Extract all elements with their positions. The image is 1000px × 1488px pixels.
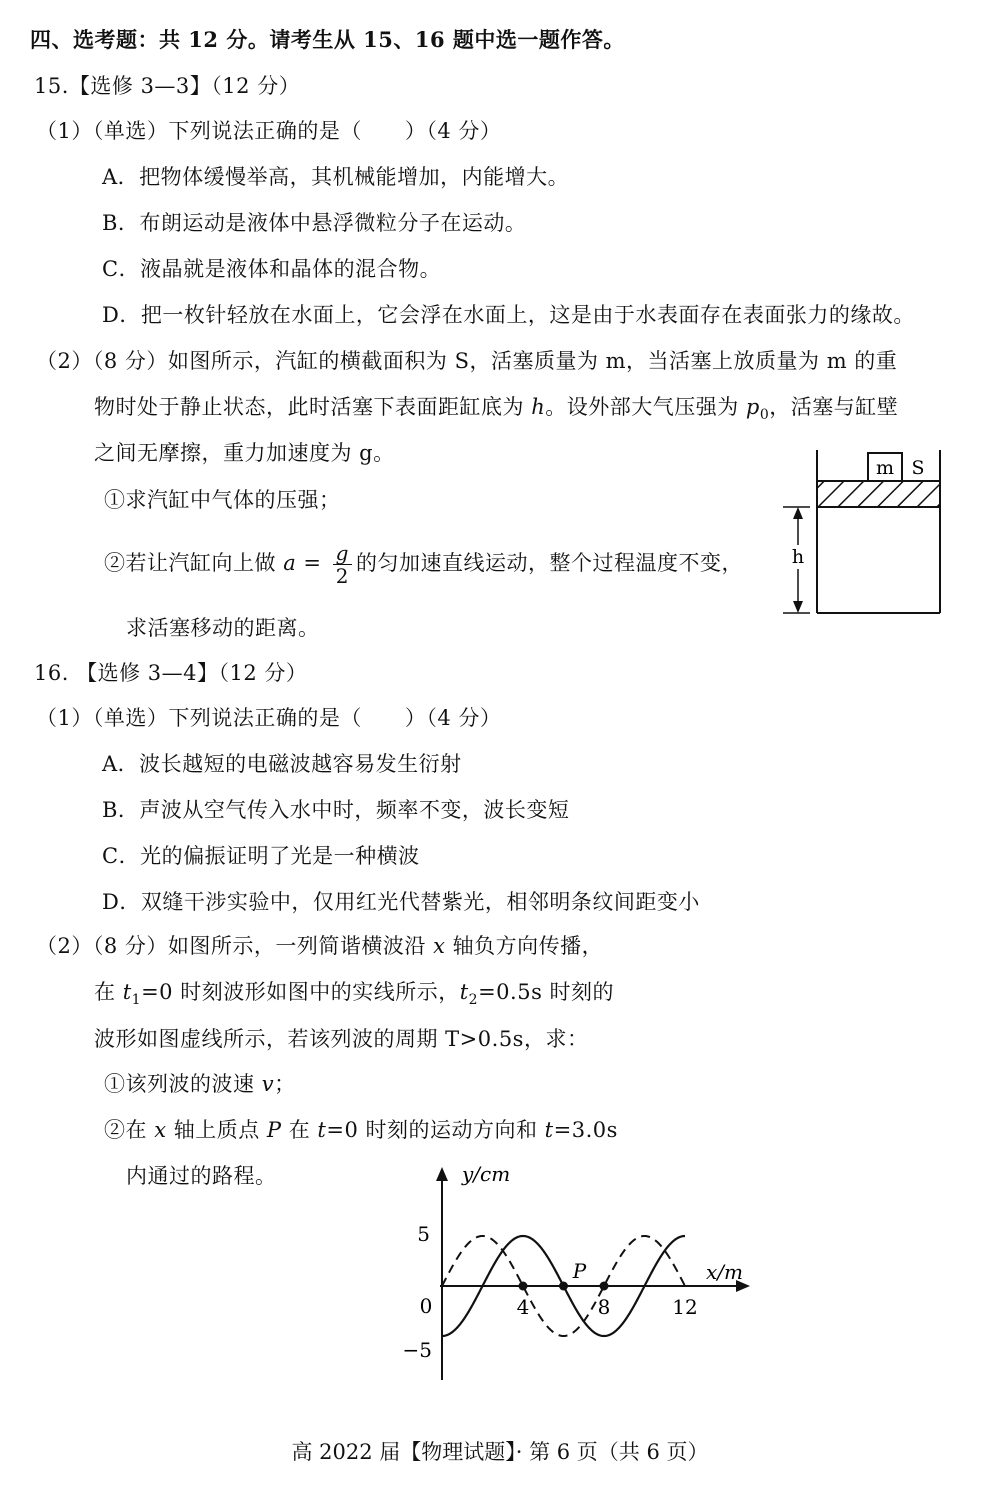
height-label: h [791,546,805,568]
q16-option-b: B．声波从空气传入水中时，频率不变，波长变短 [102,798,570,822]
q15-sub1: ①求汽缸中气体的压强； [104,488,341,512]
x-tick-8: 8 [597,1295,611,1319]
point-8 [600,1282,609,1291]
q16-sub2: ②在 x 轴上质点 P 在 t=0 时刻的运动方向和 t=3.0s [104,1118,618,1142]
q15-option-d: D．把一枚针轻放在水面上，它会浮在水面上，这是由于水表面存在表面张力的缘故。 [102,303,915,327]
x-axis-label: x/m [706,1260,743,1284]
q15-part2-line2: 物时处于静止状态，此时活塞下表面距缸底为 h。设外部大气压强为 $p_0$，活塞与缸壁 [94,395,899,424]
q16-title: 16. 【选修 3—4】（12 分） [34,661,308,685]
y-axis-label: y/cm [462,1162,511,1186]
q16-option-c: C．光的偏振证明了光是一种横波 [102,844,420,868]
piston [817,481,940,507]
q15-option-a: A．把物体缓慢举高，其机械能增加，内能增大。 [102,165,570,189]
x-tick-12: 12 [672,1295,698,1319]
page-footer: 高 2022 届【物理试题】· 第 6 页（共 6 页） [291,1440,709,1464]
y-tick-neg5: −5 [402,1338,432,1362]
y-axis-arrow [436,1167,448,1181]
q16-sub1: ①该列波的波速 v； [104,1072,296,1096]
x-tick-4: 4 [516,1295,530,1319]
origin-label: 0 [419,1294,433,1318]
q16-option-a: A．波长越短的电磁波越容易发生衍射 [102,752,462,776]
q15-part1-stem: （1）（单选）下列说法正确的是（ ）（4 分） [36,119,502,143]
y-tick-5: 5 [417,1222,430,1246]
q15-sub2-line2: 求活塞移动的距离。 [126,616,320,640]
q15-option-b: B．布朗运动是液体中悬浮微粒分子在运动。 [102,211,527,235]
point-4 [519,1282,528,1291]
fraction-g-over-2: $\frac{g}{2}$ [333,542,352,587]
q15-part2-line3: 之间无摩擦，重力加速度为 g。 [94,441,395,465]
q16-part1-stem: （1）（单选）下列说法正确的是（ ）（4 分） [36,706,502,730]
point-p [559,1282,568,1291]
wave-graph [400,1155,770,1390]
q15-option-c: C．液晶就是液体和晶体的混合物。 [102,257,442,281]
weight-label: m [875,457,895,479]
q16-part2-line2: 在 $t_1=0$ 时刻波形如图中的实线所示，$t_2=0.5s$ 时刻的 [94,980,615,1009]
q16-part2-line3: 波形如图虚线所示，若该列波的周期 T>0.5s，求： [94,1027,589,1051]
q16-sub2-line2: 内通过的路程。 [126,1164,277,1188]
area-label: S [911,457,925,479]
section-heading: 四、选考题：共 12 分。请考生从 15、16 题中选一题作答。 [30,27,625,52]
q16-part2-line1: （2）（8 分）如图所示，一列简谐横波沿 x 轴负方向传播， [36,934,604,958]
q15-sub2: ②若让汽缸向上做 a = $\frac{g}{2}$ 的匀加速直线运动，整个过程温度不变， [104,541,743,588]
point-p-label: P [572,1259,587,1283]
q16-option-d: D．双缝干涉实验中，仅用红光代替紫光，相邻明条纹间距变小 [102,890,700,914]
q15-title: 15.【选修 3—3】（12 分） [34,74,301,98]
q15-part2-line1: （2）（8 分）如图所示，汽缸的横截面积为 S，活塞质量为 m，当活塞上放质量为 m 的重 [36,349,898,373]
cylinder-figure [780,445,960,620]
